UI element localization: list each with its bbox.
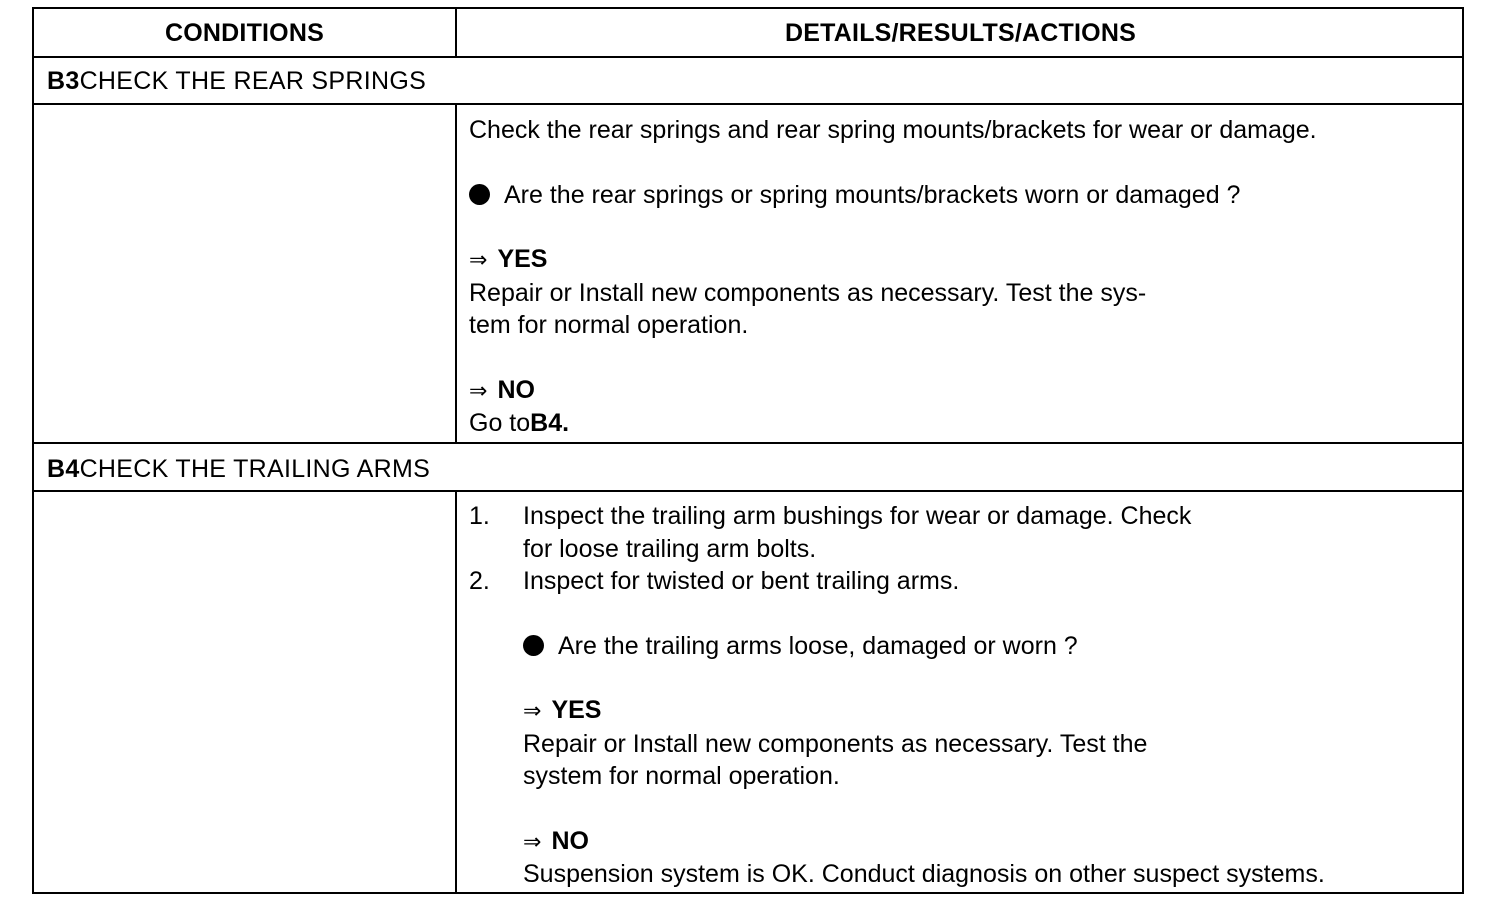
b4-yes-line2: system for normal operation. [523,762,840,790]
b3-no-ref: B4. [530,409,570,437]
b3-intro: Check the rear springs and rear spring mounts/brackets for wear or damage. [469,116,1317,144]
b3-yes-heading [469,243,1317,277]
b4-subblock [469,630,1325,891]
conditions-header: CONDITIONS [165,18,324,47]
arrow-right-icon: ⇒ [469,377,488,403]
b3-no-label: NO [497,375,535,404]
diagnostic-table [32,7,1464,894]
details-header: DETAILS/RESULTS/ACTIONS [785,18,1136,47]
arrow-right-icon: ⇒ [523,698,542,723]
b4-no-heading [523,825,1325,859]
arrow-right-icon: ⇒ [523,828,542,854]
b3-yes-label: YES [497,245,548,273]
b4-step-2-line1: Inspect for twisted or bent trailing arms. [523,567,960,595]
b3-section-title [47,67,426,96]
b4-question: Are the trailing arms loose, damaged or worn ? [523,630,1325,663]
b3-title: CHECK THE REAR SPRINGS [79,67,427,95]
b3-no-text [469,407,1317,440]
b4-title-divider [34,490,1462,492]
b4-yes-label: YES [551,696,602,724]
b3-end-divider [34,442,1462,444]
arrow-right-icon: ⇒ [469,247,488,272]
b4-step-1-num: 1. [469,502,490,530]
b4-step-1-line2: for loose trailing arm bolts. [523,534,817,563]
b4-no-text: Suspension system is OK. Conduct diagnosis on other suspect systems. [523,860,1325,888]
b4-column-divider [455,491,457,894]
b4-details [469,500,1325,891]
b3-no-goto: Go to [469,409,531,437]
b4-step-1 [469,500,1325,533]
b4-no-label: NO [551,826,589,855]
b3-yes-line2: tem for normal operation. [469,311,749,339]
b4-step-2 [469,565,1325,598]
b4-yes-heading [523,694,1325,728]
b4-code: B4 [47,455,80,483]
b4-title: CHECK THE TRAILING ARMS [79,455,431,483]
b4-step-1-line1: Inspect the trailing arm bushings for wear or damage. Check [523,502,1192,530]
b3-question: Are the rear springs or spring mounts/brackets worn or damaged ? [469,179,1317,212]
b3-yes-line1: Repair or Install new components as necessary. Test the sys- [469,278,1147,307]
b3-column-divider [455,104,457,443]
b3-title-divider [34,103,1462,105]
b4-yes-line1: Repair or Install new components as necessary. Test the [523,729,1148,758]
b4-step-2-num: 2. [469,567,490,595]
b3-no-heading [469,374,1317,408]
b3-details [469,114,1317,440]
b4-section-title [47,455,430,484]
b3-code: B3 [47,67,80,95]
